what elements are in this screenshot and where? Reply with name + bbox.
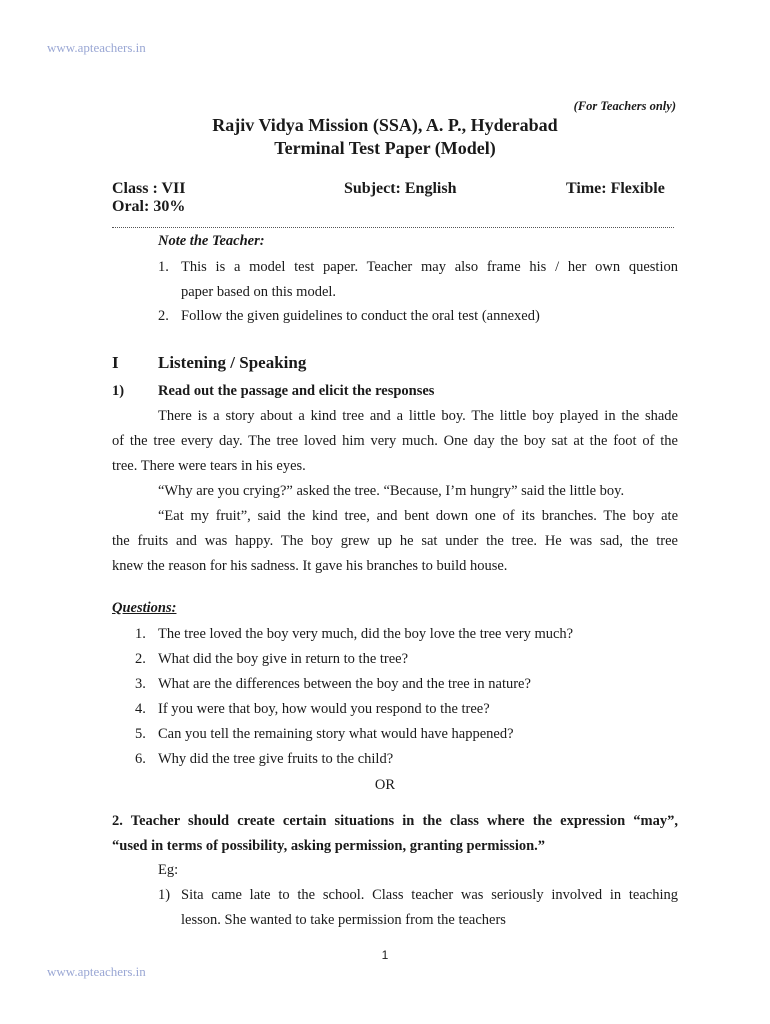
oral-label: Oral: 30%	[112, 198, 186, 215]
passage-line: “Eat my fruit”, said the kind tree, and bent down one of its branches. The boy ate	[158, 508, 678, 524]
q2-line: 2. Teacher should create certain situations in the class where the expression “may”,	[112, 813, 678, 829]
question-text: The tree loved the boy very much, did the boy love the tree very much?	[158, 626, 574, 642]
subject-label: Subject: English	[344, 180, 457, 197]
or-separator: OR	[374, 777, 396, 793]
question-number: 2.	[135, 651, 146, 667]
section-title: Listening / Speaking	[158, 353, 307, 372]
note-item-2	[158, 304, 678, 329]
for-teachers-note: (For Teachers only)	[573, 99, 676, 113]
question-number: 3.	[135, 676, 146, 692]
question-text: What are the differences between the boy and the tree in nature?	[158, 676, 531, 692]
watermark-top: www.apteachers.in	[47, 40, 146, 55]
passage-line: tree. There were tears in his eyes.	[112, 458, 306, 474]
passage	[112, 404, 678, 579]
note-item-text-cont: paper based on this model.	[181, 284, 337, 300]
passage-line: There is a story about a kind tree and a little boy. The little boy played in the shade	[158, 408, 678, 424]
title-line-1: Rajiv Vidya Mission (SSA), A. P., Hyderabad	[212, 115, 558, 135]
list-item	[135, 747, 675, 772]
note-item-number: 1.	[158, 259, 169, 275]
eg-label: Eg:	[158, 862, 179, 878]
questions-list	[135, 622, 675, 772]
note-item-number: 2.	[158, 308, 169, 324]
list-item	[135, 697, 675, 722]
watermark-bottom: www.apteachers.in	[47, 964, 146, 979]
question-number: 5.	[135, 726, 146, 742]
q1-title: Read out the passage and elicit the responses	[158, 383, 435, 399]
list-item	[135, 622, 675, 647]
questions-heading: Questions:	[112, 600, 177, 616]
list-item	[135, 647, 675, 672]
question-number: 6.	[135, 751, 146, 767]
page-number: 1	[381, 948, 389, 962]
note-item-1	[158, 255, 678, 305]
question-text: If you were that boy, how would you respond to the tree?	[158, 701, 490, 717]
question-number: 4.	[135, 701, 146, 717]
note-heading: Note the Teacher:	[158, 233, 265, 249]
question-text: What did the boy give in return to the tree?	[158, 651, 409, 667]
question-text: Why did the tree give fruits to the child?	[158, 751, 394, 767]
passage-line: knew the reason for his sadness. It gave his branches to build house.	[112, 558, 508, 574]
section-roman: I	[112, 353, 119, 372]
passage-line: of the tree every day. The tree loved him very much. One day the boy sat at the foot of the	[112, 433, 678, 449]
dotted-divider	[112, 227, 674, 228]
q2-example	[158, 883, 678, 933]
question-text: Can you tell the remaining story what would have happened?	[158, 726, 514, 742]
question-number: 1.	[135, 626, 146, 642]
passage-line: the fruits and was happy. The boy grew up he sat under the tree. He was sad, the tree	[112, 533, 678, 549]
time-label: Time: Flexible	[566, 180, 665, 197]
passage-line: “Why are you crying?” asked the tree. “Because, I’m hungry” said the little boy.	[158, 483, 625, 499]
list-item	[135, 722, 675, 747]
title-line-2: Terminal Test Paper (Model)	[274, 138, 496, 158]
class-label: Class : VII	[112, 180, 186, 197]
q2-block	[112, 809, 678, 859]
example-text: Sita came late to the school. Class teacher was seriously involved in teaching	[181, 887, 678, 903]
q2-line: “used in terms of possibility, asking permission, granting permission.”	[112, 838, 546, 854]
note-item-text: This is a model test paper. Teacher may also frame his / her own question	[181, 259, 678, 275]
example-number: 1)	[158, 887, 171, 903]
example-text-cont: lesson. She wanted to take permission from the teachers	[181, 912, 506, 928]
q1-number: 1)	[112, 383, 125, 399]
list-item	[135, 672, 675, 697]
note-item-text: Follow the given guidelines to conduct the oral test (annexed)	[181, 308, 540, 324]
